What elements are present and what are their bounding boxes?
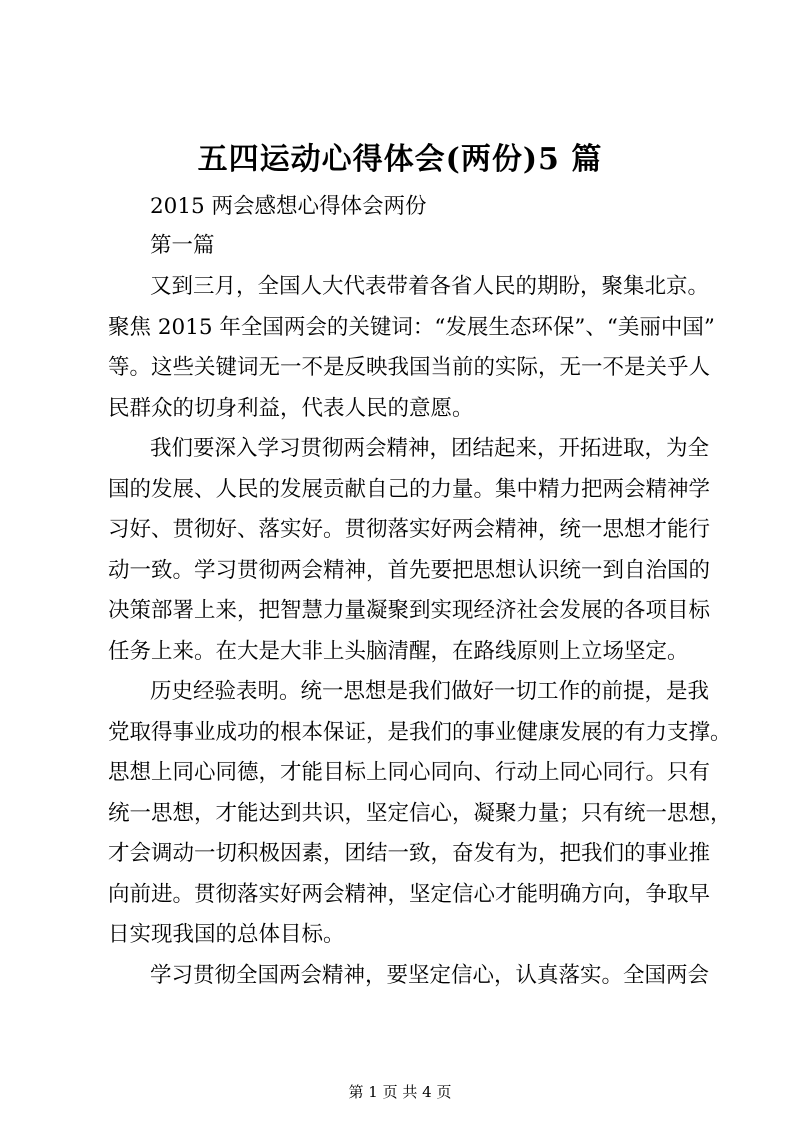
text-line: 统一思想，才能达到共识，坚定信心，凝聚力量；只有统一思想， — [108, 801, 732, 826]
text-line: 又到三月，全国人大代表带着各省人民的期盼，聚集北京。 — [150, 274, 710, 299]
page-footer: 第 1 页 共 4 页 — [348, 1083, 452, 1101]
text-line: 向前进。贯彻落实好两会精神，坚定信心才能明确方向，争取早 — [108, 882, 711, 907]
text-line: 决策部署上来，把智慧力量凝聚到实现经济社会发展的各项目标 — [108, 598, 711, 623]
text-line: 才会调动一切积极因素，团结一致，奋发有为，把我们的事业推 — [108, 841, 711, 866]
document-title: 五四运动心得体会(两份)5 篇 — [197, 142, 603, 177]
text-line: 我们要深入学习贯彻两会精神，团结起来，开拓进取，为全 — [150, 436, 710, 461]
text-line: 第一篇 — [150, 233, 215, 258]
text-line: 动一致。学习贯彻两会精神，首先要把思想认识统一到自治国的 — [108, 558, 711, 583]
text-line: 历史经验表明。统一思想是我们做好一切工作的前提，是我 — [150, 679, 710, 704]
text-line: 聚焦 2015 年全国两会的关键词：“发展生态环保”、“美丽中国” — [108, 315, 715, 340]
text-line: 民群众的切身利益，代表人民的意愿。 — [108, 396, 474, 421]
text-line: 等。这些关键词无一不是反映我国当前的实际，无一不是关乎人 — [108, 355, 711, 380]
text-line: 思想上同心同德，才能目标上同心同向、行动上同心同行。只有 — [108, 760, 711, 785]
text-line: 党取得事业成功的根本保证，是我们的事业健康发展的有力支撑。 — [108, 720, 732, 745]
text-line: 2015 两会感想心得体会两份 — [150, 194, 427, 219]
text-line: 任务上来。在大是大非上头脑清醒，在路线原则上立场坚定。 — [108, 639, 689, 664]
text-line: 学习贯彻全国两会精神，要坚定信心，认真落实。全国两会 — [150, 963, 710, 988]
text-line: 日实现我国的总体目标。 — [108, 922, 345, 947]
text-line: 习好、贯彻好、落实好。贯彻落实好两会精神，统一思想才能行 — [108, 517, 711, 542]
text-line: 国的发展、人民的发展贡献自己的力量。集中精力把两会精神学 — [108, 477, 711, 502]
